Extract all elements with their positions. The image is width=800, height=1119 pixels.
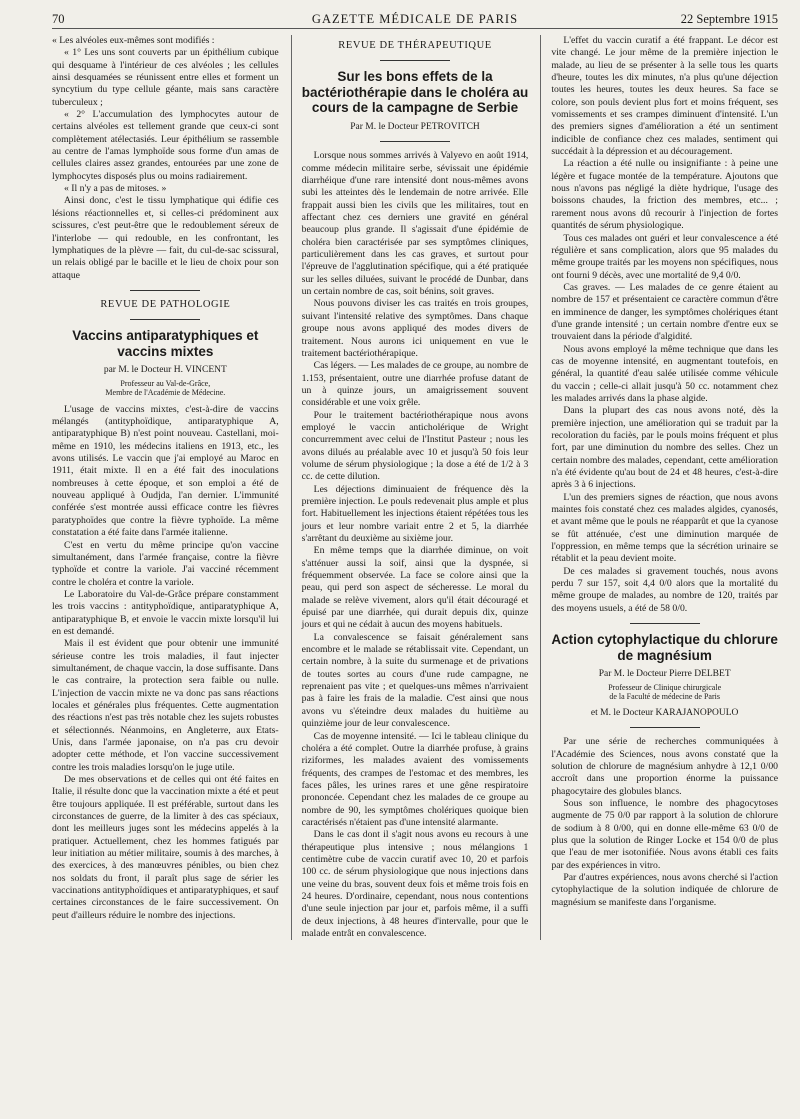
page-number: 70 [52,12,65,26]
body-paragraph: De mes observations et de celles qui ont été faites en Italie, il résulte donc que la vaccination mixte a été et peut être toujours appliquée. Il est préférable, surtout dans les circonstances de guerre, de la limiter à des cas spéciaux, dont les meilleurs juges sont les médecins appelés à la pratiquer. Actuellement, chez les hommes fatigués par leur initiation au métier militaire, soumis à des marches, à des exercices, à des manœuvres pénibles, ou bien chez nos soldats du front, il paraît plus sage de sérier les vaccinations antityphoïdiques et antiparatyphiques, et sauf certaines circonstances de le faire successivement. On peut d'ailleurs réduire le nombre des injections. [52,774,279,921]
section-divider [630,623,700,624]
body-paragraph: Cas légers. — Les malades de ce groupe, au nombre de 1.153, présentaient, outre une diarrhée profuse datant de un à quinze jours, un amaigrissement souvent considérable et une voix grêle. [301,360,529,409]
section-divider [630,727,700,728]
section-divider [130,290,200,291]
quote-paragraph: « Les alvéoles eux-mêmes sont modifiés : [52,35,215,46]
article-author: par M. le Docteur H. VINCENT [103,365,227,376]
body-paragraph: Nous avons employé la même technique que dans les cas de moyenne intensité, en augmentant toutefois, en général, la quantité d'eau salée utilisée comme véhicule du vaccin ; celle-ci allait jusqu'à 50 cc. notamment chez les malades arrivés dans la phase algide. [551,343,779,404]
body-paragraph: L'un des premiers signes de réaction, que nous avons maintes fois constaté chez ces malades algides, cyanosés, et avant même que le pouls ne réapparût et que la cyanose se fût atténuée, c'est une diminution marquée de l'oppression, en même temps que la sécrétion urinaire se rétablit et la peau devient moite. [551,491,779,565]
article-title: Vaccins antiparatyphiques et vaccins mixtes [72,328,259,359]
body-paragraph: C'est en vertu du même principe qu'on vaccine simultanément, dans l'armée française, contre la fièvre typhoïde et contre la variole. J'ai vacciné récemment contre le choléra et contre la variole. [52,539,279,588]
column-2 [291,35,529,940]
body-paragraph: En même temps que la diarrhée diminue, on voit s'atténuer aussi la soif, ainsi que la dyspnée, si fréquemment observée. La face se colore ainsi que la peau, qui perd son aspect de sécheresse. Le moral du malade se relève vivement, alors qu'il était découragé et épuisé par une diarrhée, qui durait depuis dix, quinze jours et qui ne cédait à aucun des moyens habituels. [301,545,529,631]
body-paragraph: Ainsi donc, c'est le tissu lymphatique qui édifie ces lésions réactionnelles et, si celles-ci prédominent aux scissures, c'est peut-être que le redoublement séreux de l'interlobe — qui redouble, en les confrontant, les lymphatiques de la plèvre — fait, du cul-de-sac scissural, un relais obligé par le bacille et le lieu de choix pour son attaque [52,195,279,281]
article-author: Par M. le Docteur PETROVITCH [350,121,480,132]
body-paragraph: De ces malades si gravement touchés, nous avons perdu 7 sur 157, soit 4,4 0/0 alors que la mortalité du même groupe de malades, au nombre de 120, traités par des moyens usuels, a été de 58 0/0. [551,565,779,614]
article-title: Sur les bons effets de la bactériothérapie dans le choléra au cours de la campagne de Serbie [301,69,529,116]
section-heading: REVUE DE THÉRAPEUTIQUE [338,40,492,51]
section-divider [380,60,450,61]
page-header [52,10,778,29]
text-columns [52,35,778,940]
body-paragraph: Tous ces malades ont guéri et leur convalescence a été régulière et sans complication, alors que 95 malades du même groupe traités par les moyens non spécifiques, nous ont fourni 9 décès, avec une mortalité de 9,4 0/0. [551,232,779,281]
body-paragraph: Dans le cas dont il s'agit nous avons eu recours à une thérapeutique plus intensive ; nous mélangions 1 centimètre cube de vaccin curatif avec 10, 20 et parfois 100 cc. de sérum physiologique que nous injections dans une veine du bras, souvent deux fois et même trois fois en 24 heures. D'ordinaire, cependant, nous nous contentions d'une seule injection par jour et, parfois même, il a suffi de deux injections, à 48 heures d'intervalle, pour que le malade entrât en convalescence. [301,829,529,939]
body-paragraph: Mais il est évident que pour obtenir une immunité sérieuse contre les trois maladies, il faut injecter simultanément, de chaque vaccin, la dose suffisante. Dans le cas contraire, la protection sera faible ou nulle. L'injection de vaccin mixte ne va donc pas sans réactions locales et générales plus fréquentes. Cette augmentation des réactions n'est pas très notable chez les sujets robustes et sélectionnés. Néanmoins, en Angleterre, aux Etats-Unis, dans l'armée japonaise, on n'a pas cru devoir adopter cette méthode, et l'on vaccine successivement contre les trois maladies lorsqu'on le juge utile. [52,638,279,773]
body-paragraph: Les déjections diminuaient de fréquence dès la première injection. Le pouls redevenait plus ample et plus fort. Habituellement les injections étaient répétées tous les jours et leur nombre variait entre 2 et 5, la diarrhée s'arrêtant du deuxième au sixième jour. [301,483,529,544]
body-paragraph: La réaction a été nulle ou insignifiante : à peine une légère et fugace montée de la température. Ajoutons que nous n'avons pas négligé la diète hydrique, l'usage des boissons chaudes, la friction des membres, etc... ; rarement nous avons dû recourir à l'injection de fortes quantités de sérum physiologique. [551,158,779,232]
section-heading: REVUE DE PATHOLOGIE [100,298,231,310]
affiliation-line: Membre de l'Académie de Médecine. [105,388,226,398]
issue-date: 22 Septembre 1915 [680,12,778,26]
section-divider [380,141,450,142]
body-paragraph: Lorsque nous sommes arrivés à Valyevo en août 1914, comme médecin militaire serbe, sévissait une épidémie diarrhéique d'une rare intensité dont nous-mêmes avons subi les atteintes dès le lendemain de notre arrivée. Elle frappait aussi bien les civils que les militaires, tout en affectant chez ces derniers une gravité en général beaucoup plus grande. Il s'agissait d'une épidémie de choléra bien caractérisée par ses symptômes cliniques, particulièrement dans les cas graves, et surtout pour l'épreuve de l'agglutination spécifique, qui a été pratiquée sur les selles diluées, suivant le procédé de Dunbar, dans un certain nombre de cas, soit bénins, soit graves. [301,150,529,298]
body-paragraph: Par d'autres expériences, nous avons cherché si l'action cytophylactique de la solution indiquée de chlorure de magnésium se manifeste dans l'organisme. [551,871,779,908]
article-coauthor: et M. le Docteur KARAJANOPOULO [590,707,739,718]
quote-paragraph: « 1° Les uns sont couverts par un épithélium cubique qui desquame à l'intérieur de ces alvéoles ; les cellules ainsi desquamées se réunissent entre elles et forment un syncytium du type cellule géante, mais sans caractère tuberculeux ; [52,47,279,108]
author-affiliation [52,379,279,398]
article-title: Action cytophylactique du chlorure de magnésium [551,632,778,663]
body-paragraph: Dans la plupart des cas nous avons noté, dès la première injection, une amélioration qui se traduit par la recoloration du faciès, par le pouls moins fréquent et plus fort, par une diminution du nombre des selles. Chez un certain nombre des malades, cependant, cette amélioration n'a été évidente qu'au bout de 24 et 48 heures, c'est-à-dire après 3 à 6 injections. [551,405,779,491]
column-3 [540,35,778,940]
body-paragraph: L'usage de vaccins mixtes, c'est-à-dire de vaccins mélangés (antityphoïdique, antiparatyphique A, antiparatyphique B) n'est point nouveau. Castellani, moi-même en 1910, les médecins italiens en 1913, etc., les avons utilisés. Le vaccin que j'ai employé au Maroc en 1911, était mixte. Il en a été fait des inoculations nombreuses à cette époque, et son emploi a été de nouveau appliqué à Oudjda, l'an dernier. L'immunité conférée s'est montrée aussi efficace contre les fièvres paratyphoïdes que contre la fièvre typhoïde. La même constatation a été faite dans l'armée italienne. [52,403,279,539]
column-1 [52,35,279,940]
affiliation-line: Professeur au Val-de-Grâce, [120,378,211,388]
body-paragraph: Le Laboratoire du Val-de-Grâce prépare constamment les trois vaccins : antityphoïdique, antiparatyphique A, antiparatyphique B, et envoie le vaccin mixte lorsqu'il lui en est demandé. [52,588,279,637]
body-paragraph: Cas graves. — Les malades de ce genre étaient au nombre de 157 et présentaient ce caractère commun d'être en imminence de danger, les symptômes cholériques étant d'une grande intensité ; un certain nombre d'entre eux se trouvaient dans la période d'algidité. [551,281,779,343]
author-affiliation [551,683,778,702]
body-paragraph: Cas de moyenne intensité. — Ici le tableau clinique du choléra a été complet. Outre la diarrhée profuse, à grains riziformes, les malades avaient des vomissements fréquents, des crampes de l'estomac et des membres, les faces pâles, les urines rares et une gêne respiratoire prononcée. Cependant chez les malades de ce groupe au nombre de 90, les symptômes cholériques quoique bien caractérisés n'étaient pas d'une intensité alarmante. [301,730,529,828]
body-paragraph: Sous son influence, le nombre des phagocytoses augmente de 75 0/0 par rapport à la solution de chlorure de sodium à 8 0/00, qui en donne elle-même 63 0/0 de plus que la solution de Ringer Locke et 154 0/0 de plus que l'eau de mer isotonifiée. Nous avons établi ces faits par des expériences in vitro. [551,797,779,871]
body-paragraph: La convalescence se faisait généralement sans encombre et le malade se rétablissait vite. Cependant, un certain nombre, à la suite du surmenage et de privations de toutes sortes au cours d'une rude campagne, ne reprenaient pas vite ; et quelques-uns mêmes n'arrivaient pas à faire les frais de la maladie. C'est ainsi que nous avons vu s'éteindre deux malades du huitième au quinzième jour de leur convalescence. [301,631,529,730]
journal-title: GAZETTE MÉDICALE DE PARIS [311,12,519,26]
body-paragraph: Nous pouvons diviser les cas traités en trois groupes, suivant l'intensité relative des symptômes. Dans chaque groupe nous avons appliqué des modes divers de traitement. Nous aurons ici uniquement en vue le traitement bactériothérapique. [301,298,529,359]
body-paragraph: Pour le traitement bactériothérapique nous avons employé le vaccin anticholérique de Wright concurremment avec celui de l'Institut Pasteur ; nous les avons dilués au préalable avec 10 et jusqu'à 50 fois leur volume de sérum physiologique ; la dose a été de 1/2 à 3 cc. de cette dilution. [301,409,529,483]
quote-paragraph: « 2° L'accumulation des lymphocytes autour de certains alvéoles est tellement grande que ceux-ci sont complètement atélectasiés. Leur épithélium se rassemble au centre de l'amas lymphoïde sous forme d'un amas de cellules claires assez grandes, entourées par une zone de lymphocytes disposés plus ou moins radiairement. [52,109,279,182]
section-divider [130,319,200,320]
article-author: Par M. le Docteur Pierre DELBET [598,669,731,680]
affiliation-line: de la Faculté de médecine de Paris [609,692,720,702]
quote-paragraph: « Il n'y a pas de mitoses. » [64,183,167,195]
body-paragraph: Par une série de recherches communiquées à l'Académie des Sciences, nous avons constaté que la solution de chlorure de magnésium anhydre à 12,1 0/00 accroît dans une proportion énorme la puissance phagocytaire des globules blancs. [551,736,779,797]
body-paragraph: L'effet du vaccin curatif a été frappant. Le décor est vite changé. Le jour même de la première injection le malade, au lieu de se présenter à la selle tous les quarts d'heure, toutes les dix minutes, n'a plus qu'une déjection toutes les heures, toutes les deux heures. Sa face se colore, son pouls devient plus fort et moins fréquent, ses vomissements et ses crampes diminuent d'intensité. L'un des premiers signes d'amélioration a été un sentiment indicible de confiance chez ces malades, sentiment qui succédait à la dépression et au découragement. [551,35,779,158]
affiliation-line: Professeur de Clinique chirurgicale [608,682,722,692]
